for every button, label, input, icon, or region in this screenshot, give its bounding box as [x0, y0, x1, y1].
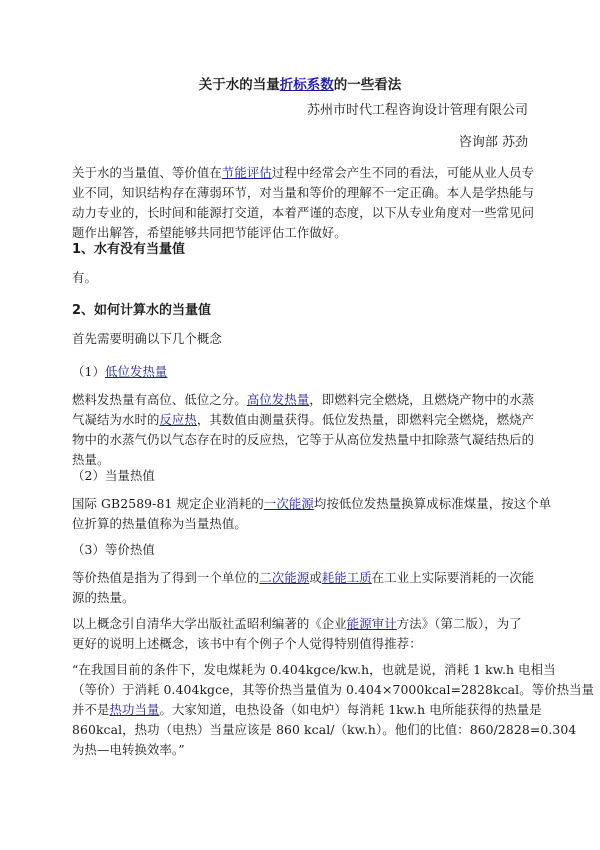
- quote-paragraph: [72, 660, 595, 760]
- link-reaction-heat[interactable]: 反应热: [159, 412, 197, 427]
- link-energy-audit[interactable]: 能源审计: [346, 616, 397, 631]
- text: 等价热值是指为了得到一个单位的: [72, 570, 260, 585]
- link-low-heating-value[interactable]: 低位发热量: [104, 364, 168, 379]
- document-title: [0, 76, 600, 94]
- text-line: 热量。: [72, 452, 110, 467]
- text-line: 业不同，知识结构存在薄弱环节，对当量和等价的理解不一定正确。本人是学热能与: [72, 185, 535, 200]
- text: 均按低位发热量换算成标准煤量，按这个单: [313, 496, 552, 511]
- section-heading-1: 1、水有没有当量值: [72, 242, 186, 257]
- concept-3-paragraph: [72, 568, 535, 608]
- text: 燃料发热量有高位、低位之分。: [72, 392, 247, 407]
- text: 。大家知道，电热设备（如电炉）每消耗 1kw.h 电所能获得的热量是: [159, 702, 542, 717]
- concept-2-paragraph: [72, 494, 552, 534]
- title-link[interactable]: 折标系数: [279, 77, 334, 93]
- link-secondary-energy[interactable]: 二次能源: [259, 570, 310, 585]
- text: 以上概念引自清华大学出版社孟昭利编著的《企业: [72, 616, 347, 631]
- concept-1-paragraph: [72, 390, 535, 470]
- text: 在工业上实际要消耗的一次能: [371, 570, 535, 585]
- text-line: 动力专业的，长时间和能源打交道，本着严谨的态度，以下从专业角度对一些常见问: [72, 205, 535, 220]
- company-name: 苏州市时代工程咨询设计管理有限公司: [306, 103, 528, 118]
- concepts-intro: 首先需要明确以下几个概念: [72, 331, 222, 346]
- link-energy-medium[interactable]: 耗能工质: [321, 570, 372, 585]
- text-line: 题作出解答，希望能够共同把节能评估工作做好。: [72, 225, 347, 240]
- text-line: 位折算的热量值称为当量热值。: [72, 516, 247, 531]
- concept-3-label: （3）等价热值: [72, 542, 155, 557]
- link-high-heating-value[interactable]: 高位发热量: [246, 392, 310, 407]
- link-energy-assessment[interactable]: 节能评估: [221, 165, 272, 180]
- text: 并不是: [72, 702, 110, 717]
- section-1-answer: 有。: [72, 270, 97, 285]
- text-line: 为热—电转换效率。”: [72, 742, 185, 757]
- text: 国际 GB2589-81 规定企业消耗的: [72, 496, 264, 511]
- text: 或: [309, 570, 322, 585]
- text-line: （等价）于消耗 0.404kgce，其等价热当量值为 0.404×7000kcal=2828kcal。等价热当量: [72, 682, 595, 697]
- reference-paragraph: [72, 614, 530, 654]
- concept-2-label: （2）当量热值: [72, 468, 155, 483]
- title-text-end: 的一些看法: [333, 77, 402, 93]
- text-line: 物中的水蒸气仍以气态存在时的反应热，它等于从高位发热量中扣除蒸气凝结热后的: [72, 432, 535, 447]
- section-heading-2: 2、如何计算水的当量值: [72, 303, 212, 318]
- text: 气凝结为水时的: [72, 412, 160, 427]
- text-line: 源的热量。: [72, 590, 135, 605]
- text: ，即燃料完全燃烧，且燃烧产物中的水蒸: [309, 392, 535, 407]
- text: 过程中经常会产生不同的看法，可能从业人员专: [271, 165, 535, 180]
- concept-number: （1）: [72, 364, 105, 379]
- text: 方法》（第二版），为了: [396, 616, 522, 631]
- author-line: 咨询部 苏劲: [458, 135, 528, 150]
- link-heat-work-equivalent[interactable]: 热功当量: [109, 702, 160, 717]
- text-line: “在我国目前的条件下，发电煤耗为 0.404kgce/kw.h，也就是说，消耗 1 kw.h 电相当: [72, 662, 556, 677]
- intro-paragraph: [72, 163, 535, 243]
- title-text: 关于水的当量: [198, 77, 280, 93]
- text-line: 更好的说明上述概念，该书中有个例子个人觉得特别值得推荐：: [72, 636, 422, 651]
- text-line: 860kcal，热功（电热）当量应该是 860 kcal/（kw.h）。他们的比值：860/2828=0.304: [72, 722, 577, 737]
- text: 关于水的当量值、等价值在: [72, 165, 222, 180]
- concept-1-label: [72, 362, 530, 382]
- text: ，其数值由测量获得。低位发热量，即燃料完全燃烧，燃烧产: [196, 412, 535, 427]
- link-primary-energy[interactable]: 一次能源: [263, 496, 314, 511]
